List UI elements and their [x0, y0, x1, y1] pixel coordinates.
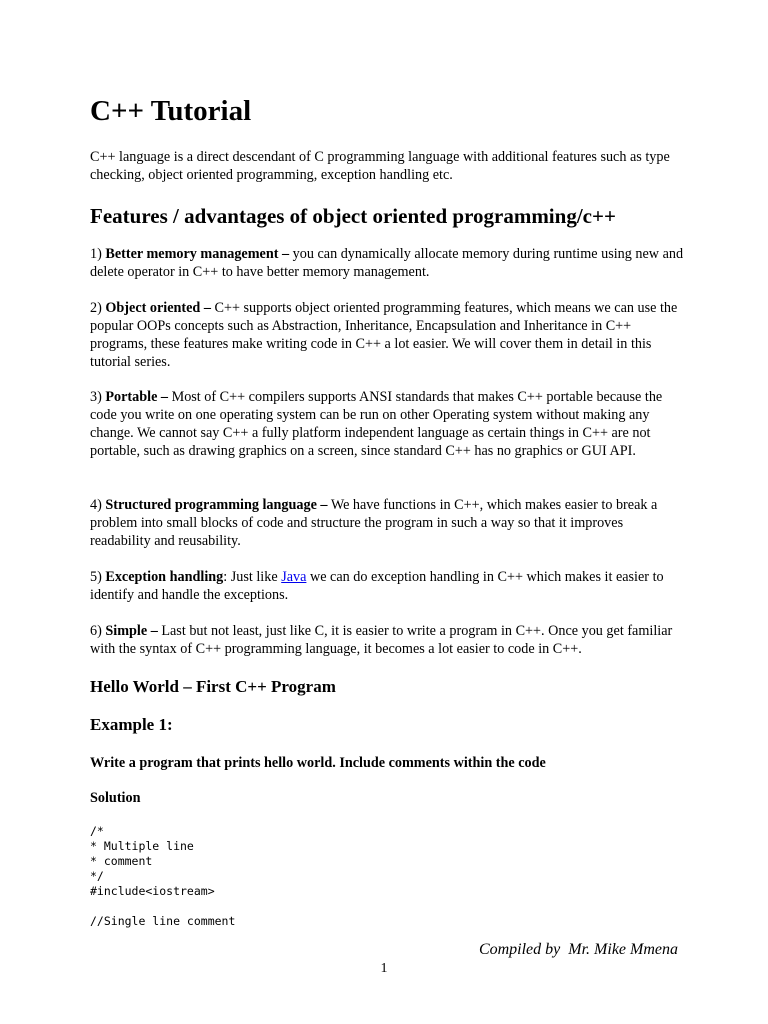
feature-text: Last but not least, just like C, it is easier to write a program in C++. Once you get familiar with the syntax of C++ programming language, it becomes a lot easier to code in C++. — [90, 623, 673, 657]
feature-text-before-link: : Just like — [223, 569, 282, 585]
feature-item-4 — [90, 496, 686, 550]
code-block-single-comment: //Single line comment — [90, 914, 236, 928]
feature-title: Exception handling — [105, 569, 224, 585]
feature-title: Portable – — [105, 389, 169, 405]
task-heading: Write a program that prints hello world. Include comments within the code — [90, 755, 546, 771]
feature-number: 3) — [90, 389, 106, 405]
solution-heading: Solution — [90, 790, 141, 806]
feature-title: Object oriented – — [105, 300, 211, 316]
features-heading: Features / advantages of object oriented programming/c++ — [90, 204, 616, 228]
footer-credit: Compiled by Mr. Mike Mmena — [478, 941, 678, 958]
code-block-comments: /* * Multiple line * comment */ #include<iostream> — [90, 824, 215, 898]
feature-item-2 — [90, 299, 686, 371]
page-title: C++ Tutorial — [90, 95, 252, 127]
hello-world-heading: Hello World – First C++ Program — [90, 677, 336, 696]
feature-item-1 — [90, 245, 686, 281]
feature-number: 6) — [90, 623, 106, 639]
feature-number: 5) — [90, 569, 106, 585]
feature-text: We have functions in C++, which makes easier to break a problem into small blocks of code and structure the program in such a way so that it improves readability and reusability. — [90, 497, 658, 549]
feature-number: 2) — [90, 300, 106, 316]
example-heading: Example 1: — [90, 715, 173, 734]
feature-title: Better memory management – — [105, 246, 290, 262]
page-number: 1 — [380, 961, 388, 976]
feature-text: Most of C++ compilers supports ANSI standards that makes C++ portable because the code you write on one operating system can be run on other Operating system without making any change. We cannot say C++ a fully platform independent language as certain things in C++ are not portable, such as drawing graphics on a screen, since standard C++ has no graphics or GUI API. — [90, 389, 663, 459]
feature-text: you can dynamically allocate memory during runtime using new and delete operator in C++ to have better memory management. — [90, 246, 684, 280]
feature-text: C++ supports object oriented programming features, which means we can use the popular OOPs concepts such as Abstraction, Inheritance, Encapsulation and Inheritance in C++ programs, these features make writing code in C++ a lot easier. We will cover them in detail in this tutorial series. — [90, 300, 678, 370]
feature-text: we can do exception handling in C++ which makes it easier to identify and handle the exceptions. — [90, 569, 664, 603]
feature-number: 4) — [90, 497, 106, 513]
feature-title: Structured programming language – — [105, 497, 328, 513]
feature-item-6 — [90, 622, 686, 658]
feature-item-5 — [90, 568, 686, 604]
java-link[interactable]: Java — [281, 569, 307, 585]
feature-title: Simple – — [105, 623, 158, 639]
intro-paragraph: C++ language is a direct descendant of C programming language with additional features such as type checking, object oriented programming, exception handling etc. — [90, 149, 670, 183]
feature-item-3 — [90, 388, 686, 460]
feature-number: 1) — [90, 246, 106, 262]
